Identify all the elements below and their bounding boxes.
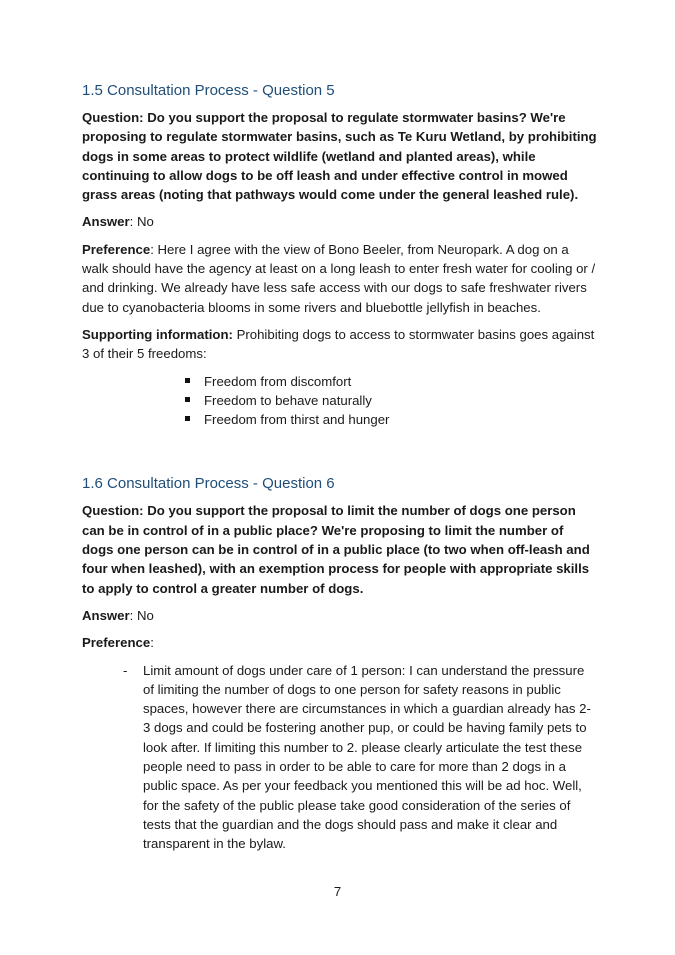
page-content <box>82 80 598 854</box>
answer-label: Answer <box>82 607 130 623</box>
square-bullet-icon <box>185 378 190 383</box>
list-item: Freedom from discomfort <box>82 372 598 391</box>
square-bullet-icon <box>185 416 190 421</box>
section-heading-q5: 1.5 Consultation Process - Question 5 <box>82 82 335 99</box>
list-item: Freedom from thirst and hunger <box>82 410 598 429</box>
answer-q5 <box>82 212 598 231</box>
list-item: Freedom to behave naturally <box>82 391 598 410</box>
freedoms-list <box>82 372 598 430</box>
answer-value: : No <box>129 607 154 623</box>
preference-label: Preference <box>82 241 151 257</box>
preference-colon: : <box>150 635 154 651</box>
question-text-q5: Question: Do you support the proposal to regulate stormwater basins? We're proposing to regulate stormwater basins, such as Te Kuru Wetland, by prohibiting dogs in some areas to protect wildlife (wetland and planted areas), while continuing to allow dogs to be off leash and under effective control in mowed grass areas (noting that pathways would come under the general leashed rule). <box>82 110 597 203</box>
preference-text: : Here I agree with the view of Bono Beeler, from Neuropark. A dog on a walk should have the agency at least on a long leash to enter fresh water for cooling or / and drinking. We already have less safe access with our dogs to safe freshwater rivers due to cyanobacteria blooms in some rivers and bluebottle jellyfish in beaches. <box>82 241 596 315</box>
supporting-info-q5 <box>82 325 598 364</box>
answer-value: : No <box>129 214 154 230</box>
supporting-label: Supporting information: <box>82 326 233 342</box>
preference-q5 <box>82 240 598 317</box>
answer-q6 <box>82 606 598 625</box>
square-bullet-icon <box>185 397 190 402</box>
supporting-text: Prohibiting dogs to access to stormwater basins goes against 3 of their 5 freedoms: <box>82 326 595 362</box>
dash-bullet: - <box>123 662 128 678</box>
preference-list <box>82 661 598 854</box>
page-number: 7 <box>333 884 342 899</box>
question-text-q6: Question: Do you support the proposal to limit the number of dogs one person can be in control of in a public place? We're proposing to limit the number of dogs one person can be in control of in a public place (to two when off-leash and four when leashed), with an exemption process for people with appropriate skills to apply to control a greater number of dogs. <box>82 503 590 596</box>
section-heading-q6: 1.6 Consultation Process - Question 6 <box>82 475 335 493</box>
preference-label: Preference <box>82 635 151 651</box>
list-item <box>82 661 598 854</box>
preference-q6 <box>82 633 598 652</box>
preference-item-text: Limit amount of dogs under care of 1 person: I can understand the pressure of limiting the number of dogs to one person for safety reasons in public spaces, however there are circumstances in which a guardian already has 2-3 dogs and could be fostering another pup, or could be having family pets to look after. If limiting this number to 2. please clearly articulate the test these people need to pass in order to be able to care for more than 2 dogs in a public space. As per your feedback you mentioned this will be ad hoc. Well, for the safety of the public please take good consideration of the series of tests that the guardian and the dogs should pass and make it clear and transparent in the bylaw. <box>143 662 591 852</box>
answer-label: Answer <box>82 214 130 230</box>
